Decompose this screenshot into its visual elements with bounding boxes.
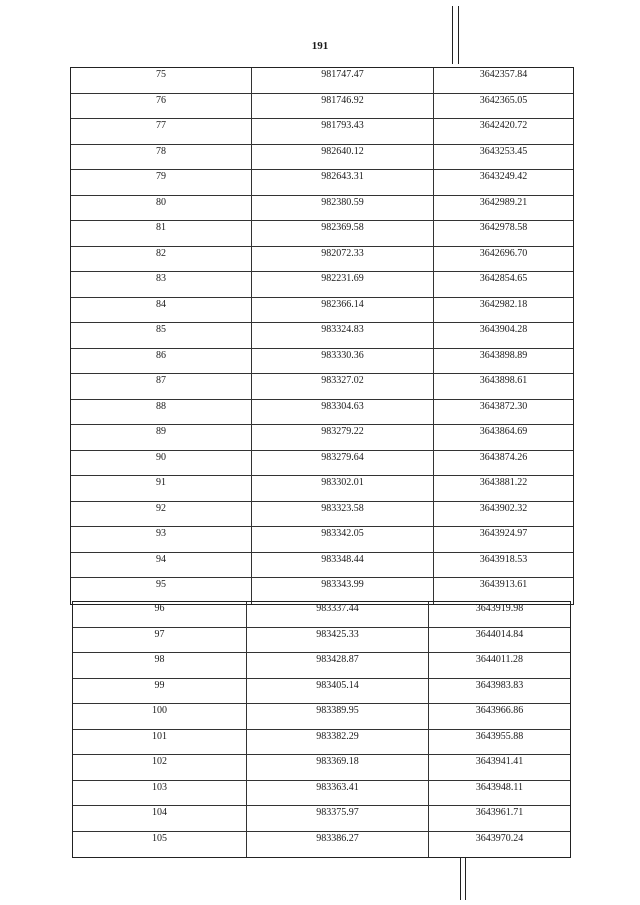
y-coordinate-cell: 3642989.21 [479,196,528,208]
y-coordinate-cell: 3643966.86 [475,705,524,716]
y-coordinate-cell: 3643961.71 [475,807,524,818]
page-number: 191 [311,40,329,52]
x-coordinate-cell: 983369.18 [247,755,429,780]
table-row [71,94,573,120]
x-coordinate-cell: 983324.83 [252,323,434,348]
y-coordinate-cell: 3642978.58 [479,222,528,233]
point-number-cell: 94 [71,553,252,578]
table-row [71,298,573,324]
coordinates-table-upper [70,67,574,605]
point-number-cell: 75 [71,68,252,93]
point-number-cell: 92 [71,502,252,527]
y-coordinate-cell: 3642357.84 [479,69,528,80]
point-number-cell: 87 [71,374,252,399]
point-number-cell: 105 [73,832,247,858]
table-row [73,653,570,679]
point-number-cell: 93 [71,527,252,552]
point-number-cell: 77 [71,119,252,144]
point-number-cell: 84 [71,298,252,323]
binding-line [465,858,466,900]
x-coordinate-cell: 982366.14 [252,298,434,323]
y-coordinate-cell: 3643913.61 [479,579,528,590]
y-coordinate-cell: 3643898.61 [479,375,528,386]
table-row [73,730,570,756]
x-coordinate-cell: 983337.44 [247,602,429,627]
table-row [71,349,573,375]
point-number-cell: 85 [71,323,252,348]
table-row [71,451,573,477]
point-number-cell: 80 [71,196,252,221]
y-coordinate-cell: 3643941.41 [475,756,524,767]
y-coordinate-cell: 3644011.28 [475,654,524,665]
x-coordinate-cell: 983348.44 [252,553,434,578]
x-coordinate-cell: 983342.05 [252,527,434,552]
x-coordinate-cell: 983405.14 [247,679,429,704]
x-coordinate-cell: 983343.99 [252,578,434,604]
point-number-cell: 104 [73,806,247,831]
table-row [71,170,573,196]
x-coordinate-cell: 983279.64 [252,451,434,476]
y-coordinate-cell: 3643874.26 [479,451,528,463]
x-coordinate-cell: 982643.31 [252,170,434,195]
table-row [71,374,573,400]
x-coordinate-cell: 983279.22 [252,425,434,450]
table-row [71,527,573,553]
x-coordinate-cell: 983327.02 [252,374,434,399]
binding-line [452,6,453,64]
x-coordinate-cell: 983363.41 [247,781,429,806]
y-coordinate-cell: 3643955.88 [475,730,524,742]
point-number-cell: 101 [73,730,247,755]
y-coordinate-cell: 3642420.72 [479,120,528,131]
table-row [73,602,570,628]
x-coordinate-cell: 983386.27 [247,832,429,858]
x-coordinate-cell: 982072.33 [252,247,434,272]
table-row [73,832,570,858]
point-number-cell: 103 [73,781,247,806]
table-row [73,704,570,730]
table-row [71,247,573,273]
x-coordinate-cell: 983302.01 [252,476,434,501]
y-coordinate-cell: 3643948.11 [475,781,524,793]
table-row [73,806,570,832]
point-number-cell: 89 [71,425,252,450]
point-number-cell: 86 [71,349,252,374]
y-coordinate-cell: 3643249.42 [479,171,528,182]
table-row [71,553,573,579]
table-row [71,425,573,451]
point-number-cell: 98 [73,653,247,678]
point-number-cell: 76 [71,94,252,119]
binding-line [460,858,461,900]
y-coordinate-cell: 3644014.84 [475,628,524,640]
point-number-cell: 91 [71,476,252,501]
point-number-cell: 90 [71,451,252,476]
table-row [71,502,573,528]
y-coordinate-cell: 3643918.53 [479,553,528,565]
x-coordinate-cell: 983330.36 [252,349,434,374]
x-coordinate-cell: 982380.59 [252,196,434,221]
binding-line [458,6,459,64]
x-coordinate-cell: 982640.12 [252,145,434,170]
y-coordinate-cell: 3643919.98 [475,603,524,614]
y-coordinate-cell: 3642982.18 [479,298,528,310]
table-row [73,755,570,781]
table-row [71,196,573,222]
y-coordinate-cell: 3643924.97 [479,528,528,539]
x-coordinate-cell: 981747.47 [252,68,434,93]
point-number-cell: 102 [73,755,247,780]
x-coordinate-cell: 983375.97 [247,806,429,831]
point-number-cell: 78 [71,145,252,170]
x-coordinate-cell: 983323.58 [252,502,434,527]
coordinates-table-lower [72,601,571,858]
point-number-cell: 99 [73,679,247,704]
y-coordinate-cell: 3643898.89 [479,349,528,361]
table-row [71,221,573,247]
y-coordinate-cell: 3643904.28 [479,324,528,335]
table-row [71,476,573,502]
y-coordinate-cell: 3643881.22 [479,477,528,488]
point-number-cell: 96 [73,602,247,627]
point-number-cell: 100 [73,704,247,729]
table-row [73,781,570,807]
x-coordinate-cell: 981746.92 [252,94,434,119]
point-number-cell: 82 [71,247,252,272]
y-coordinate-cell: 3642696.70 [479,247,528,259]
y-coordinate-cell: 3643902.32 [479,502,528,514]
table-row [71,578,573,604]
table-row [71,68,573,94]
x-coordinate-cell: 983304.63 [252,400,434,425]
table-row [73,679,570,705]
x-coordinate-cell: 981793.43 [252,119,434,144]
y-coordinate-cell: 3643872.30 [479,400,528,412]
table-row [71,119,573,145]
table-row [71,323,573,349]
point-number-cell: 83 [71,272,252,297]
table-row [71,272,573,298]
point-number-cell: 79 [71,170,252,195]
y-coordinate-cell: 3643253.45 [479,145,528,157]
table-row [71,145,573,171]
y-coordinate-cell: 3643970.24 [475,832,524,844]
y-coordinate-cell: 3643864.69 [479,426,528,437]
point-number-cell: 95 [71,578,252,604]
x-coordinate-cell: 983428.87 [247,653,429,678]
x-coordinate-cell: 983425.33 [247,628,429,653]
x-coordinate-cell: 983382.29 [247,730,429,755]
table-row [71,400,573,426]
table-row [73,628,570,654]
y-coordinate-cell: 3642854.65 [479,273,528,284]
y-coordinate-cell: 3643983.83 [475,679,524,691]
point-number-cell: 97 [73,628,247,653]
y-coordinate-cell: 3642365.05 [479,94,528,106]
x-coordinate-cell: 983389.95 [247,704,429,729]
point-number-cell: 88 [71,400,252,425]
x-coordinate-cell: 982369.58 [252,221,434,246]
point-number-cell: 81 [71,221,252,246]
x-coordinate-cell: 982231.69 [252,272,434,297]
